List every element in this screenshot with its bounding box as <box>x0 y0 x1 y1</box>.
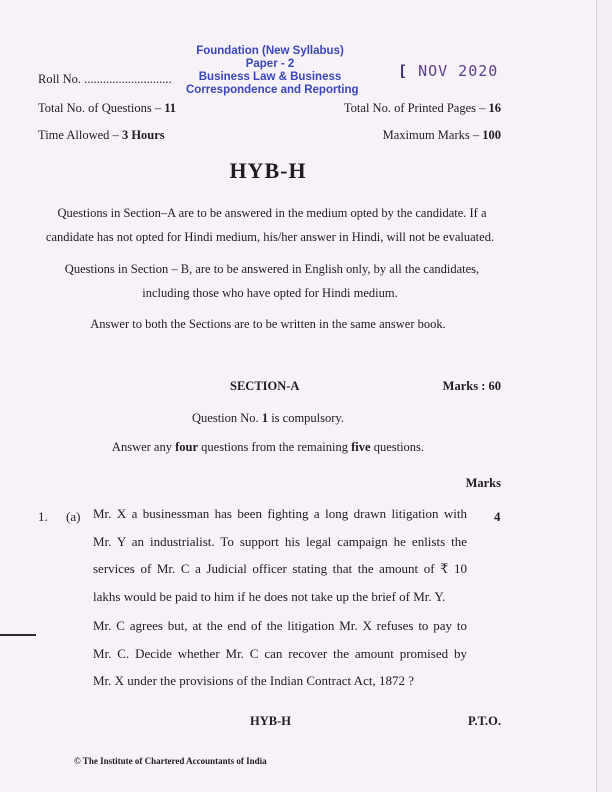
total-questions <box>38 101 176 116</box>
copyright-notice: © The Institute of Chartered Accountants of India <box>74 756 267 766</box>
any-pre: Answer any <box>111 440 176 454</box>
stamp-bracket-icon: [ <box>398 62 419 80</box>
instruction-line-4: including those who have opted for Hindi medium. <box>142 286 398 300</box>
para2-line-2: Mr. C. Decide whether Mr. C can recover the amount promised by <box>93 645 467 661</box>
printed-pages: Total No. of Printed Pages – 16 <box>343 101 501 115</box>
answer-any-line <box>0 440 536 455</box>
stamp-line-1: Foundation (New Syllabus) <box>196 45 344 57</box>
any-post: questions. <box>370 440 425 454</box>
para1-line-3: services of Mr. C a Judicial officer stating that the amount of ₹ 10 <box>93 561 467 576</box>
date-stamp-text: NOV 2020 <box>418 62 499 80</box>
compulsory-pre: Question No. <box>192 411 262 425</box>
question-paragraph-2 <box>93 612 467 695</box>
section-marks: Marks : 60 <box>442 379 501 393</box>
stamp-line-3: Business Law & Business <box>198 71 342 83</box>
paper-code-title: HYB-H <box>229 158 307 183</box>
total-questions-text: Total No. of Questions – 11 <box>38 101 177 115</box>
question-part: (a) <box>66 509 81 524</box>
marks-column-header: Marks <box>465 476 501 490</box>
question-paragraph-1 <box>93 500 467 610</box>
stamp-line-2: Paper - 2 <box>245 58 295 70</box>
compulsory-post: is compulsory. <box>268 411 344 425</box>
question-number: 1. <box>38 509 48 524</box>
syllabus-stamp <box>186 45 359 97</box>
stamp-line-4: Correspondence and Reporting <box>186 84 359 96</box>
para2-line-3: Mr. X under the provisions of the Indian Contract Act, 1872 ? <box>93 673 414 688</box>
any-mid: questions from the remaining <box>198 440 352 454</box>
footer-code: HYB-H <box>250 714 291 728</box>
any-four: four <box>175 440 199 454</box>
para1-line-1: Mr. X a businessman has been fighting a long drawn litigation with <box>93 506 467 521</box>
question-marks: 4 <box>494 509 501 524</box>
roll-no: Roll No. ............................ <box>38 72 172 86</box>
compulsory-line <box>0 411 536 426</box>
instruction-line-1: Questions in Section–A are to be answered in the medium opted by the candidate. If a <box>57 206 487 220</box>
instruction-line-3: Questions in Section – B, are to be answered in English only, by all the candidates, <box>64 262 480 276</box>
date-stamp <box>398 62 498 80</box>
max-marks: Maximum Marks – 100 <box>382 128 501 142</box>
para1-line-2: Mr. Y an industrialist. To support his legal campaign he enlists the <box>93 533 467 549</box>
any-five: five <box>351 440 371 454</box>
footer-pto: P.T.O. <box>468 714 501 728</box>
para2-line-1: Mr. C agrees but, at the end of the litigation Mr. X refuses to pay to <box>93 618 467 633</box>
para1-line-4: lakhs would be paid to him if he does not take up the brief of Mr. Y. <box>93 588 446 604</box>
instruction-line-2: candidate has not opted for Hindi medium, his/her answer in Hindi, will not be evaluated. <box>45 230 495 244</box>
margin-mark <box>0 634 36 636</box>
compulsory-num: 1 <box>261 411 269 425</box>
instruction-line-5: Answer to both the Sections are to be written in the same answer book. <box>90 317 446 331</box>
section-title: SECTION-A <box>230 379 300 393</box>
time-allowed: Time Allowed – 3 Hours <box>38 128 165 142</box>
